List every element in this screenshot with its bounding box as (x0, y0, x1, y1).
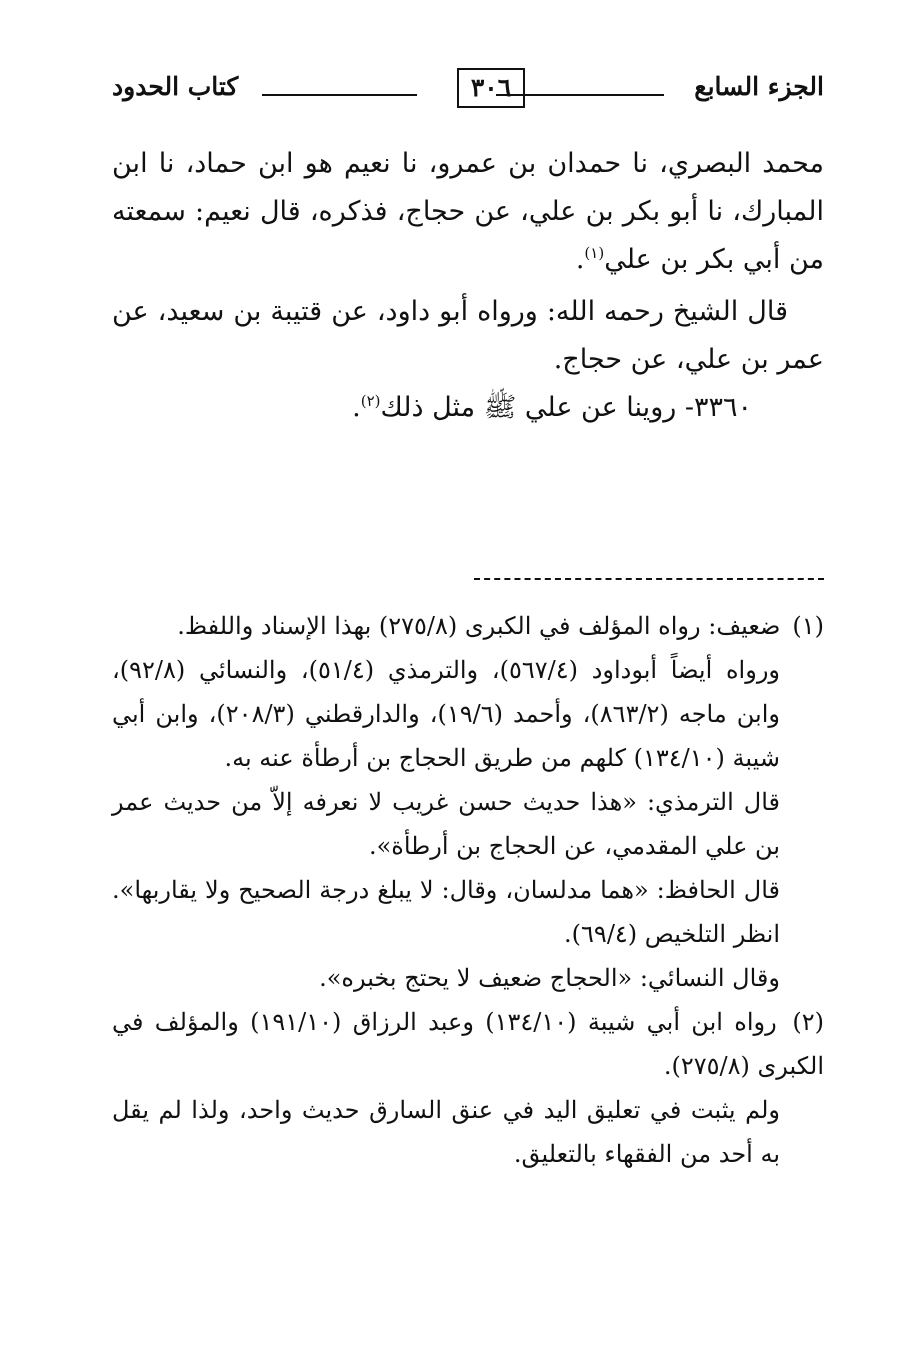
footnote-1-text: ضعيف: رواه المؤلف في الكبرى (٢٧٥/٨) بهذا الإسناد واللفظ. (177, 612, 781, 640)
footnote-1-hafiz: قال الحافظ: «هما مدلسان، وقال: لا يبلغ درجة الصحيح ولا يقاربها». انظر التلخيص (٦٩/٤). (112, 876, 780, 948)
paragraph-chain (112, 140, 824, 284)
footnote-divider (474, 578, 824, 580)
paragraph-chain-end: . (575, 244, 585, 275)
hadith-3360-text: ٣٣٦٠- روينا عن علي ﷺ مثل ذلك (380, 392, 752, 423)
paragraph-sheikh: قال الشيخ رحمه الله: ورواه أبو داود، عن قتيبة بن سعيد، عن عمر بن علي، عن حجاج. (112, 296, 824, 375)
footnote-2-note: ولم يثبت في تعليق اليد في عنق السارق حديث واحد، ولذا لم يقل به أحد من الفقهاء بالتعليق. (112, 1096, 780, 1168)
footnote-2-text: رواه ابن أبي شيبة (١٣٤/١٠) وعبد الرزاق (١٩١/١٠) والمؤلف في الكبرى (٢٧٥/٨). (112, 1008, 824, 1080)
footnote-1-number: (١) (792, 612, 824, 640)
volume-title: الجزء السابع (694, 72, 824, 101)
header-rule-left (262, 94, 417, 96)
footnote-2-number: (٢) (792, 1008, 824, 1036)
page-number: ٣٠٦ (457, 68, 525, 108)
hadith-3360 (112, 384, 824, 432)
footnote-1-nasai: وقال النسائي: «الحجاج ضعيف لا يحتج بخبره». (319, 964, 780, 992)
page-header (112, 68, 824, 108)
footnote-ref-2[interactable]: (٢) (360, 392, 381, 410)
footnote-1-sources: ورواه أيضاً أبوداود (٥٦٧/٤)، والترمذي (٥١/٤)، والنسائي (٩٢/٨)، وابن ماجه (٨٦٣/٢)، وأحمد (١٩/٦)، والدارقطني (٢٠٨/٣)، وابن أبي شيبة (١٣٤/١٠) كلهم من طريق الحجاج بن أرطأة عنه به. (112, 656, 780, 772)
footnotes (112, 604, 824, 1176)
hadith-3360-end: . (352, 392, 361, 423)
main-text (112, 140, 824, 432)
footnote-ref-1[interactable]: (١) (584, 244, 605, 262)
footnote-2-line (112, 1000, 824, 1088)
footnote-1-tirmidhi: قال الترمذي: «هذا حديث حسن غريب لا نعرفه إلاّ من حديث عمر بن علي المقدمي، عن الحجاج بن أرطأة». (112, 788, 780, 860)
footnote-1-line (112, 604, 824, 648)
chapter-title: كتاب الحدود (112, 72, 239, 101)
paragraph-chain-text: محمد البصري، نا حمدان بن عمرو، نا نعيم هو ابن حماد، نا ابن المبارك، نا أبو بكر بن علي، عن حجاج، فذكره، قال نعيم: سمعته من أبي بكر بن علي (112, 148, 824, 275)
